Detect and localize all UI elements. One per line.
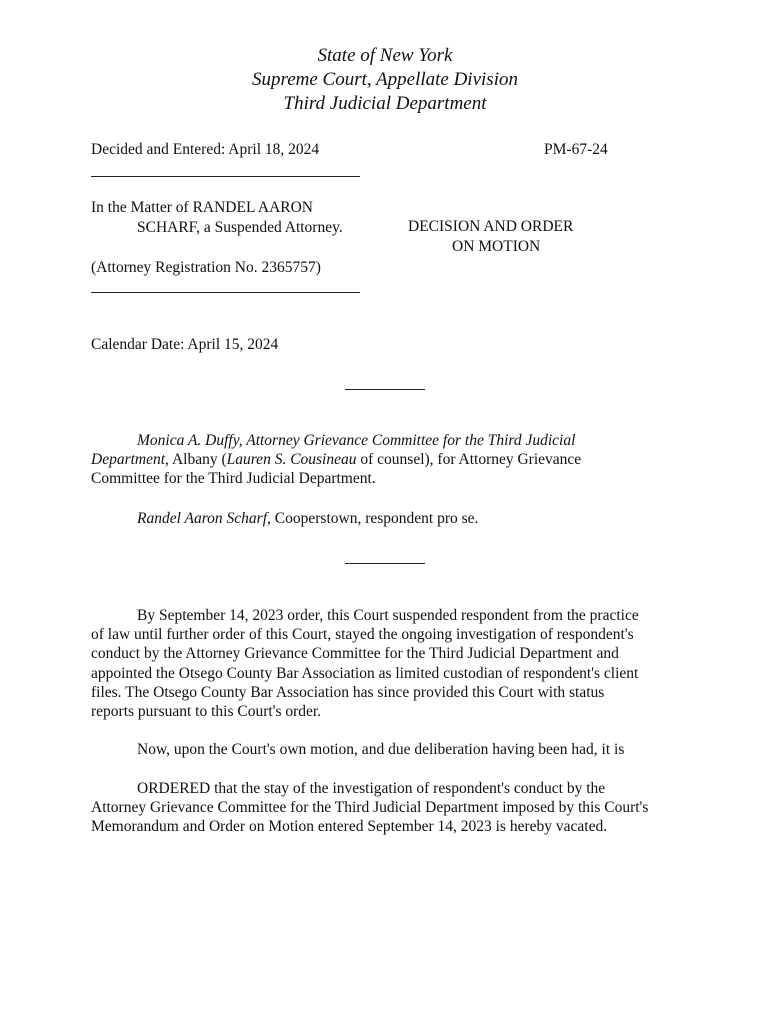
decision-title-line1: DECISION AND ORDER [408, 218, 574, 235]
matter-caption-line1: In the Matter of RANDEL AARON [91, 199, 313, 216]
body-line: Memorandum and Order on Motion entered September 14, 2023 is hereby vacated. [91, 818, 608, 836]
docket-number: PM-67-24 [544, 141, 608, 158]
court-name: Supreme Court, Appellate Division [252, 69, 518, 90]
matter-caption-line2: SCHARF, a Suspended Attorney. [137, 219, 343, 236]
body-paragraph-2 [91, 740, 691, 759]
appearance-location: , Albany ( [165, 451, 227, 469]
appearance-role-dept: Department [91, 451, 166, 469]
body-line: of law until further order of this Court, stayed the ongoing investigation of respondent's [91, 626, 634, 644]
body-line: appointed the Otsego County Bar Association as limited custodian of respondent's client [91, 664, 639, 682]
body-line: Now, upon the Court's own motion, and due deliberation having been had, it is [137, 741, 625, 758]
respondent-name: Randel Aaron Scharf [137, 510, 268, 527]
attorney-registration: (Attorney Registration No. 2365757) [91, 259, 321, 276]
decision-title-line2: ON MOTION [452, 238, 541, 255]
divider-line [91, 292, 360, 293]
appearance-committee [91, 431, 691, 489]
appearance-respondent [91, 509, 691, 528]
body-line: conduct by the Attorney Grievance Committee for the Third Judicial Department and [91, 645, 619, 663]
court-state: State of New York [317, 45, 453, 66]
calendar-date: Calendar Date: April 15, 2024 [91, 336, 279, 353]
section-separator [345, 389, 425, 390]
appearance-for: Committee for the Third Judicial Department. [91, 470, 376, 488]
body-line: By September 14, 2023 order, this Court suspended respondent from the practice [137, 607, 639, 624]
section-separator [345, 563, 425, 564]
body-paragraph-1 [91, 606, 691, 721]
body-line: ORDERED that the stay of the investigation of respondent's conduct by the [137, 780, 606, 797]
court-department: Third Judicial Department [283, 93, 487, 114]
respondent-note: , Cooperstown, respondent pro se. [267, 510, 479, 527]
appearance-counsel-note: of counsel), for Attorney Grievance [356, 451, 582, 469]
appearance-role: , Attorney Grievance Committee for the Third Judicial [238, 432, 576, 449]
body-line: reports pursuant to this Court's order. [91, 703, 322, 721]
appearance-name: Monica A. Duffy [137, 432, 239, 449]
body-paragraph-3 [91, 779, 691, 837]
decided-date: Decided and Entered: April 18, 2024 [91, 141, 320, 158]
body-line: Attorney Grievance Committee for the Third Judicial Department imposed by this Court's [91, 799, 649, 817]
divider-line [91, 176, 360, 177]
body-line: files. The Otsego County Bar Association has since provided this Court with status [91, 683, 605, 701]
appearance-counsel: Lauren S. Cousineau [226, 451, 357, 469]
